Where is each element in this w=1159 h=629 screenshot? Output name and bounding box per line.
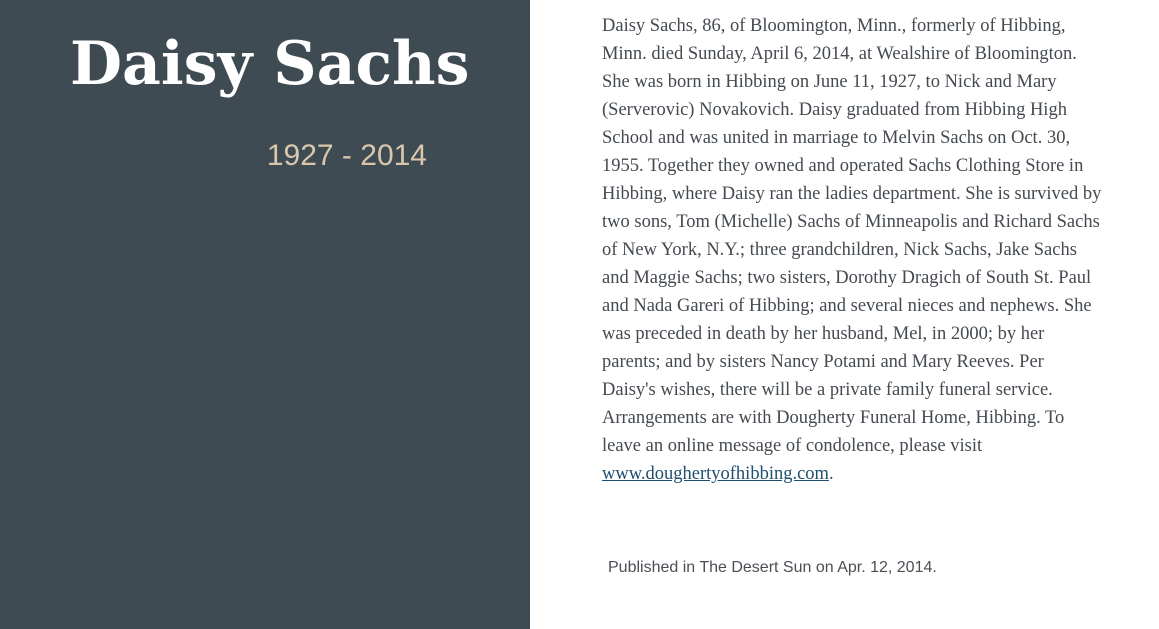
obituary-text [602,12,1102,488]
sidebar-panel [0,0,530,629]
funeral-home-link[interactable]: www.doughertyofhibbing.com [602,464,829,484]
obituary-body: Daisy Sachs, 86, of Bloomington, Minn., formerly of Hibbing, Minn. died Sunday, April 6, 2014, at Wealshire of Bloomington. She was born in Hibbing on June 11, 1927, to Nick and Mary (Serverovic) Novakovich. Daisy graduated from Hibbing High School and was united in marriage to Melvin Sachs on Oct. 30, 1955. Together they owned and operated Sachs Clothing Store in Hibbing, where Daisy ran the ladies department. She is survived by two sons, Tom (Michelle) Sachs of Minneapolis and Richard Sachs of New York, N.Y.; three grandchildren, Nick Sachs, Jake Sachs and Maggie Sachs; two sisters, Dorothy Dragich of South St. Paul and Nada Gareri of Hibbing; and several nieces and nephews. She was preceded in death by her husband, Mel, in 2000; by her parents; and by sisters Nancy Potami and Mary Reeves. Per Daisy's wishes, there will be a private family funeral service. Arrangements are with Dougherty Funeral Home, Hibbing. To leave an online message of condolence, please visit [602,16,1102,456]
deceased-name: Daisy Sachs [70,29,470,99]
life-years: 1927 - 2014 [266,139,427,172]
published-note: Published in The Desert Sun on Apr. 12, 2014. [608,559,937,576]
obituary-trailing: . [828,464,834,484]
